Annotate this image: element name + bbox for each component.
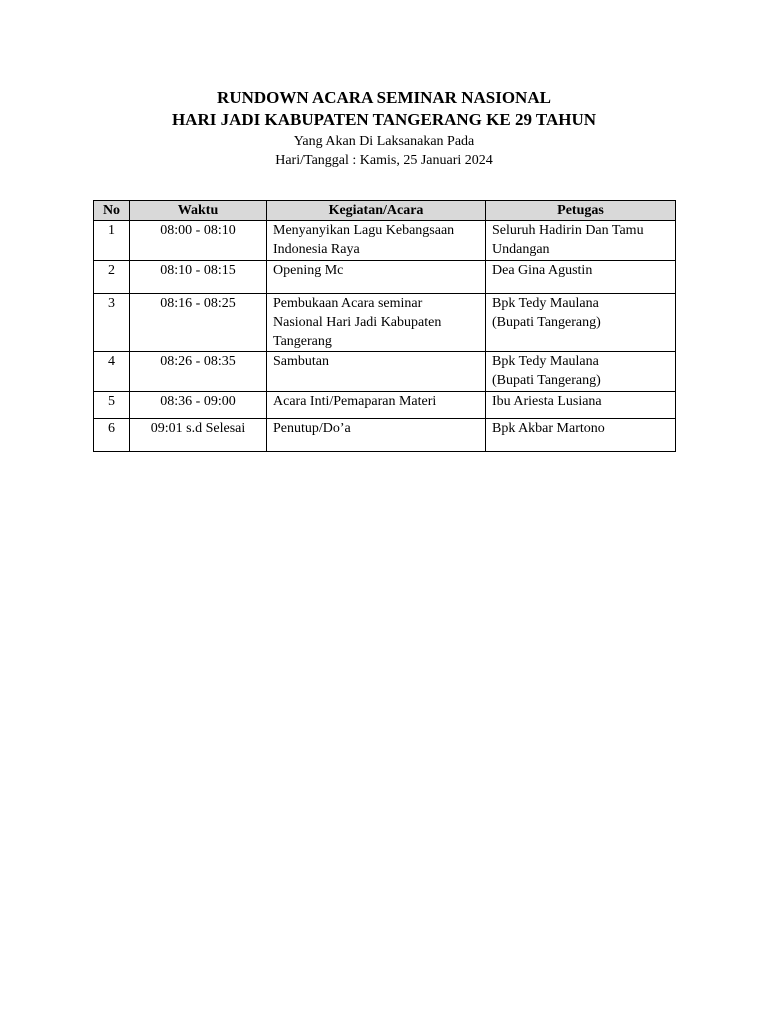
cell-no: 2 xyxy=(94,261,130,294)
cell-line: Pembukaan Acara seminar xyxy=(273,296,423,311)
column-header-waktu: Waktu xyxy=(130,201,267,221)
cell-waktu: 08:16 - 08:25 xyxy=(130,294,267,352)
cell-line: Ibu Ariesta Lusiana xyxy=(492,394,602,409)
cell-line: Seluruh Hadirin Dan Tamu xyxy=(492,223,644,238)
cell-no: 1 xyxy=(94,221,130,261)
cell-line: Undangan xyxy=(492,242,550,257)
cell-kegiatan xyxy=(267,392,486,419)
cell-line: (Bupati Tangerang) xyxy=(492,315,601,330)
cell-petugas xyxy=(486,352,676,392)
cell-line: Menyanyikan Lagu Kebangsaan xyxy=(273,223,455,238)
cell-line: Tangerang xyxy=(273,334,332,349)
document-title-line-1: RUNDOWN ACARA SEMINAR NASIONAL xyxy=(217,88,551,107)
cell-waktu: 08:10 - 08:15 xyxy=(130,261,267,294)
column-header-petugas: Petugas xyxy=(486,201,676,221)
cell-petugas xyxy=(486,221,676,261)
cell-no: 3 xyxy=(94,294,130,352)
cell-waktu: 08:36 - 09:00 xyxy=(130,392,267,419)
cell-petugas xyxy=(486,294,676,352)
cell-line: Sambutan xyxy=(273,354,329,369)
column-header-no: No xyxy=(94,201,130,221)
table-row xyxy=(94,294,676,352)
document-date-line: Hari/Tanggal : Kamis, 25 Januari 2024 xyxy=(275,153,493,168)
document-subtitle-line-1: Yang Akan Di Laksanakan Pada xyxy=(293,134,475,149)
table-header-row xyxy=(94,201,676,221)
cell-waktu: 08:00 - 08:10 xyxy=(130,221,267,261)
cell-kegiatan xyxy=(267,261,486,294)
cell-no: 5 xyxy=(94,392,130,419)
cell-petugas xyxy=(486,392,676,419)
cell-line: Bpk Akbar Martono xyxy=(492,421,605,436)
cell-line: Bpk Tedy Maulana xyxy=(492,354,599,369)
cell-line: Acara Inti/Pemaparan Materi xyxy=(273,394,437,409)
table-row xyxy=(94,392,676,419)
cell-line: Indonesia Raya xyxy=(273,242,360,257)
cell-waktu: 08:26 - 08:35 xyxy=(130,352,267,392)
cell-kegiatan xyxy=(267,221,486,261)
table-row xyxy=(94,352,676,392)
cell-line: Penutup/Do’a xyxy=(273,421,351,436)
cell-waktu: 09:01 s.d Selesai xyxy=(130,419,267,452)
cell-kegiatan xyxy=(267,294,486,352)
table-row xyxy=(94,419,676,452)
cell-line: Bpk Tedy Maulana xyxy=(492,296,599,311)
rundown-table xyxy=(93,200,676,452)
column-header-kegiatan: Kegiatan/Acara xyxy=(267,201,486,221)
cell-line: Dea Gina Agustin xyxy=(492,263,593,278)
cell-line: Nasional Hari Jadi Kabupaten xyxy=(273,315,442,330)
cell-petugas xyxy=(486,419,676,452)
cell-kegiatan xyxy=(267,352,486,392)
table-row xyxy=(94,221,676,261)
cell-line: Opening Mc xyxy=(273,263,344,278)
cell-kegiatan xyxy=(267,419,486,452)
cell-petugas xyxy=(486,261,676,294)
cell-no: 6 xyxy=(94,419,130,452)
cell-line: (Bupati Tangerang) xyxy=(492,373,601,388)
table-row xyxy=(94,261,676,294)
cell-no: 4 xyxy=(94,352,130,392)
document-title-line-2: HARI JADI KABUPATEN TANGERANG KE 29 TAHUN xyxy=(171,110,597,129)
